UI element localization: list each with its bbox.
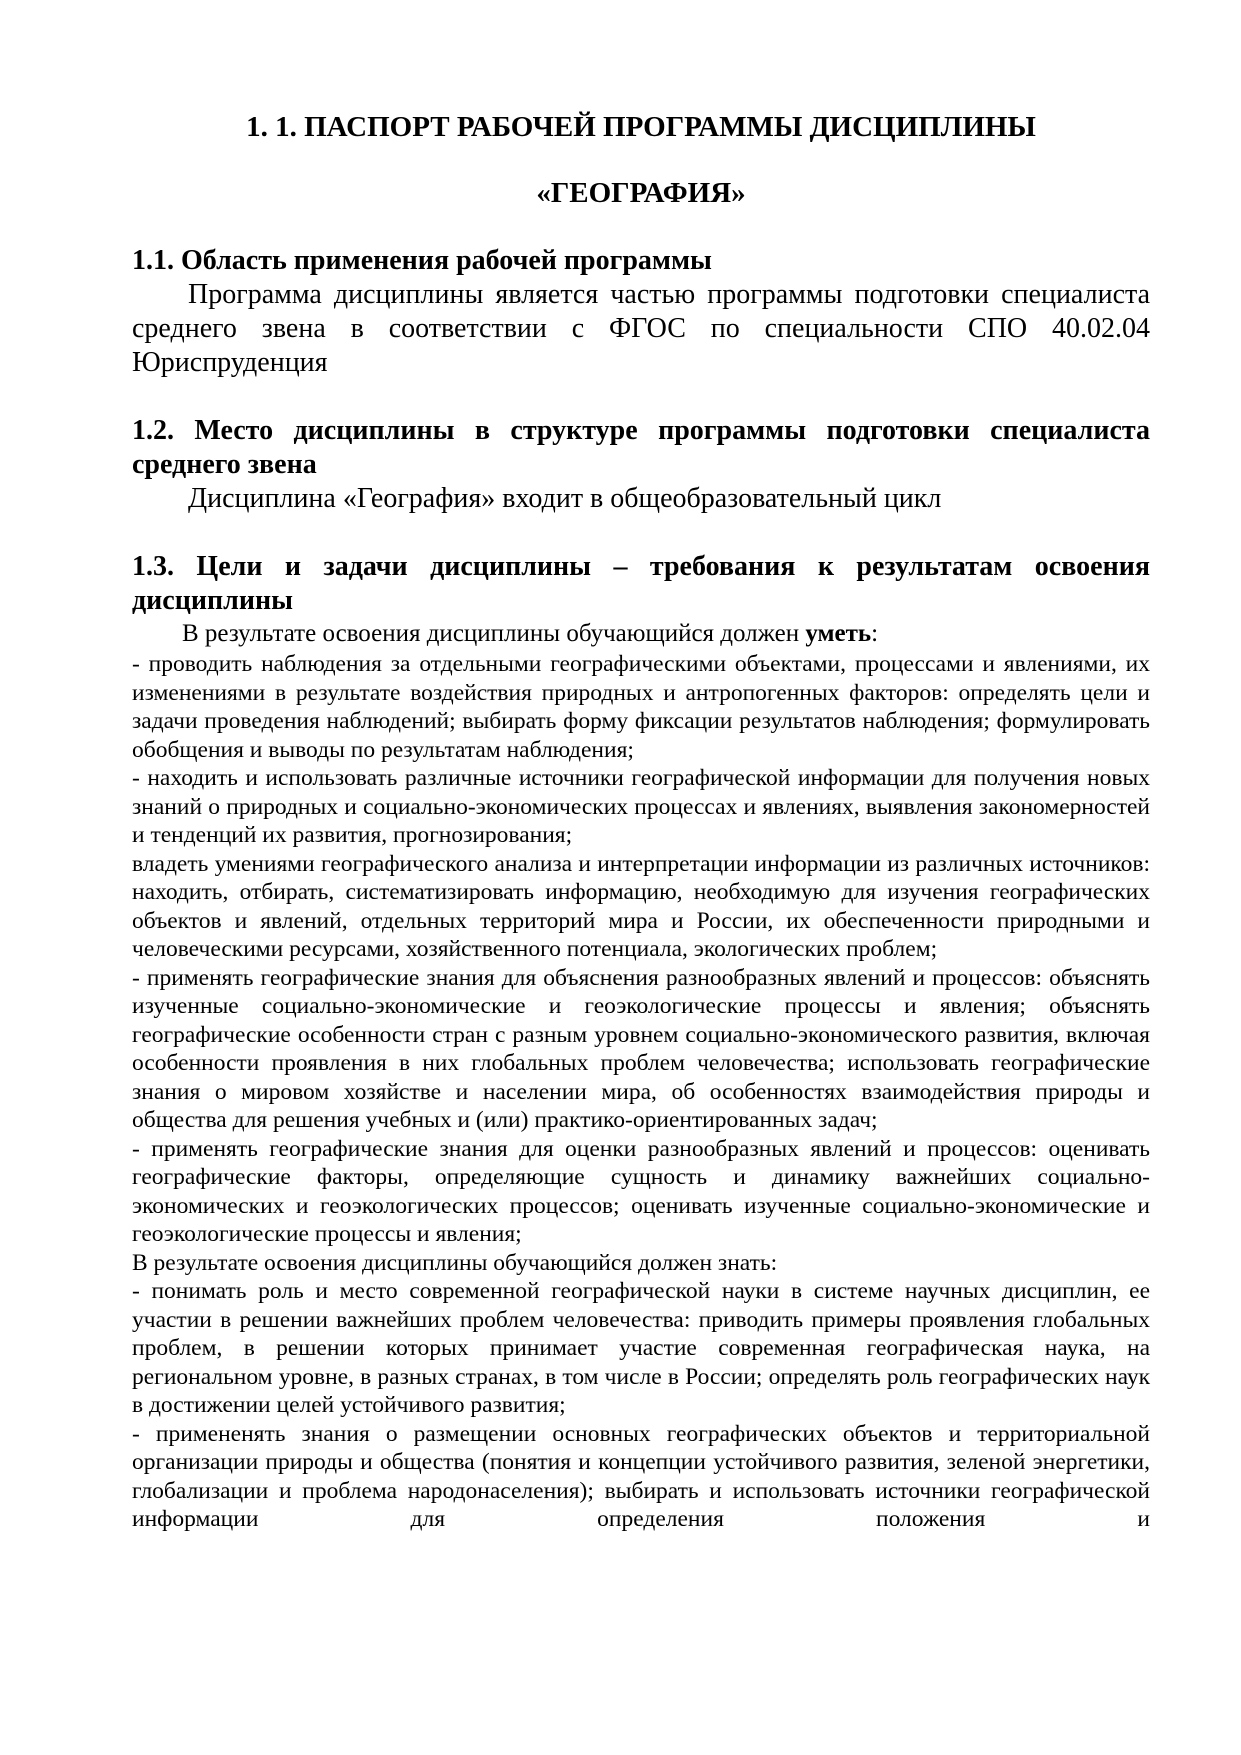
skill-item: - находить и использовать различные источники географической информации для получения новых знаний о природных и социально-экономических процессах и явлениях, выявления закономерностей и тенденций их развития, прогнозирования; xyxy=(132,765,1150,848)
skill-item: владеть умениями географического анализа и интерпретации информации из различных источников: находить, отбирать, систематизировать информацию, необходимую для изучения географических объектов и явлений, отдельных территорий мира и России, их обеспеченности природными и человеческими ресурсами, хозяйственного потенциала, экологических проблем; xyxy=(132,850,1150,962)
skills-intro-line xyxy=(132,618,1150,650)
document-subtitle: «ГЕОГРАФИЯ» xyxy=(536,177,746,209)
skill-item: - применять географические знания для объяснения разнообразных явлений и процессов: объяснять изученные социально-экономические и геоэкологические процессы и явления; объяснять географические особенности стран с разным уровнем социально-экономического развития, включая особенности проявления в них глобальных проблем человечества; использовать географические знания о мировом хозяйстве и населении мира, об особенностях взаимодействия природы и общества для решения учебных и (или) практико-ориентированных задач; xyxy=(132,964,1150,1133)
section-1-3 xyxy=(132,550,1150,1534)
section-1-1-heading: 1.1. Область применения рабочей программы xyxy=(132,245,712,276)
skill-item: - применять географические знания для оценки разнообразных явлений и процессов: оценивать географические факторы, определяющие сущность и динамику важнейших социально-экономических и геоэкологических процессов; оценивать изученные социально-экономические и геоэкологические процессы и явления; xyxy=(132,1135,1150,1247)
section-1-3-heading: 1.3. Цели и задачи дисциплины – требования к результатам освоения дисциплины xyxy=(132,551,1150,616)
skills-intro-colon: : xyxy=(871,620,879,647)
knowledge-item: - примененять знания о размещении основных географических объектов и территориальной организации природы и общества (понятия и концепции устойчивого развития, зеленой энергетики, глобализации и проблема народонаселения); выбирать и использовать источники географической информации для определения положения и xyxy=(132,1420,1150,1532)
section-1-2-heading: 1.2. Место дисциплины в структуре программы подготовки специалиста среднего звена xyxy=(132,415,1150,480)
knowledge-intro-line: В результате освоения дисциплины обучающийся должен знать: xyxy=(132,1249,778,1276)
section-1-1 xyxy=(132,244,1150,380)
knowledge-item: - понимать роль и место современной географической науки в системе научных дисциплин, ее участии в решении важнейших проблем человечества: приводить примеры проявления глобальных проблем, в решении которых принимает участие современная географическая наука, на региональном уровне, в разных странах, в том числе в России; определять роль географических наук в достижении целей устойчивого развития; xyxy=(132,1278,1150,1418)
section-1-2 xyxy=(132,414,1150,516)
document-title: 1. 1. ПАСПОРТ РАБОЧЕЙ ПРОГРАММЫ ДИСЦИПЛИНЫ xyxy=(246,111,1036,143)
section-1-2-paragraph: Дисциплина «География» входит в общеобразовательный цикл xyxy=(188,483,942,514)
skills-intro-emphasis: уметь xyxy=(805,620,872,647)
skills-intro-prefix: В результате освоения дисциплины обучающийся должен xyxy=(182,620,806,647)
skill-item: - проводить наблюдения за отдельными географическими объектами, процессами и явлениями, их изменениями в результате воздействия природных и антропогенных факторов: определять цели и задачи проведения наблюдений; выбирать форму фиксации результатов наблюдения; формулировать обобщения и выводы по результатам наблюдения; xyxy=(132,651,1150,763)
section-1-1-paragraph: Программа дисциплины является частью программы подготовки специалиста среднего звена в соответствии с ФГОС по специальности СПО 40.02.04 Юриспруденция xyxy=(132,279,1150,378)
